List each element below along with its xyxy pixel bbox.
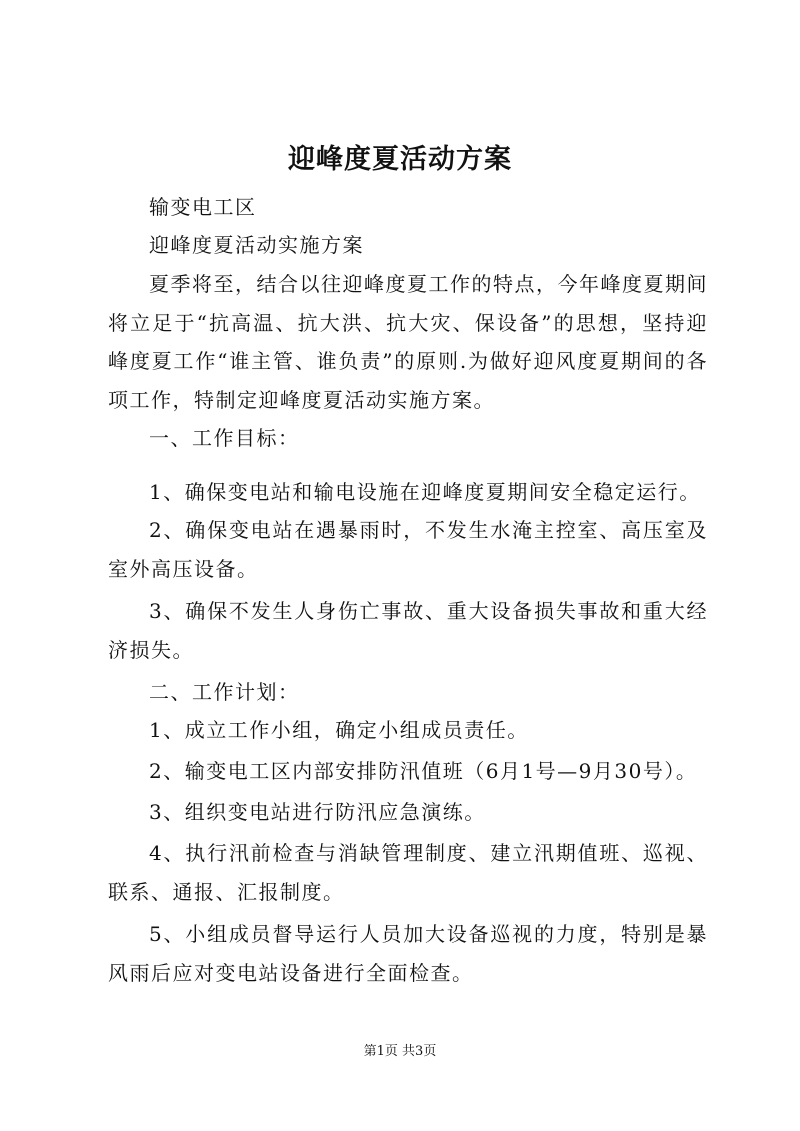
goal-item-2: 2、确保变电站在遇暴雨时，不发生水淹主控室、高压室及室外高压设备。 — [108, 518, 708, 581]
goal-item-1: 1、确保变电站和输电设施在迎峰度夏期间安全稳定运行。 — [149, 480, 701, 504]
plan-item-2: 2、输变电工区内部安排防汛值班（6月1号—9月30号）。 — [149, 759, 698, 783]
paragraph-subtitle: 迎峰度夏活动实施方案 — [149, 233, 364, 257]
plan-item-4: 4、执行汛前检查与消缺管理制度、建立汛期值班、巡视、联系、通报、汇报制度。 — [108, 841, 708, 904]
plan-item-1: 1、成立工作小组，确定小组成员责任。 — [149, 718, 529, 742]
section-heading-goals: 一、工作目标： — [149, 426, 300, 450]
goal-item-3: 3、确保不发生人身伤亡事故、重大设备损失事故和重大经济损失。 — [108, 599, 708, 662]
paragraph-department: 输变电工区 — [149, 195, 257, 219]
page-footer: 第1页 共3页 — [363, 1044, 437, 1059]
plan-item-3: 3、组织变电站进行防汛应急演练。 — [149, 800, 486, 824]
paragraph-intro: 夏季将至，结合以往迎峰度夏工作的特点，今年峰度夏期间将立足于“抗高温、抗大洪、抗大灾、保设备”的思想，坚持迎峰度夏工作“谁主管、谁负责”的原则.为做好迎风度夏期间的各项工作，特制定迎峰度夏活动实施方案。 — [108, 272, 708, 412]
document-title: 迎峰度夏活动方案 — [288, 144, 512, 175]
plan-item-5: 5、小组成员督导运行人员加大设备巡视的力度，特别是暴风雨后应对变电站设备进行全面检查。 — [108, 922, 708, 985]
section-heading-plan: 二、工作计划： — [149, 680, 300, 704]
